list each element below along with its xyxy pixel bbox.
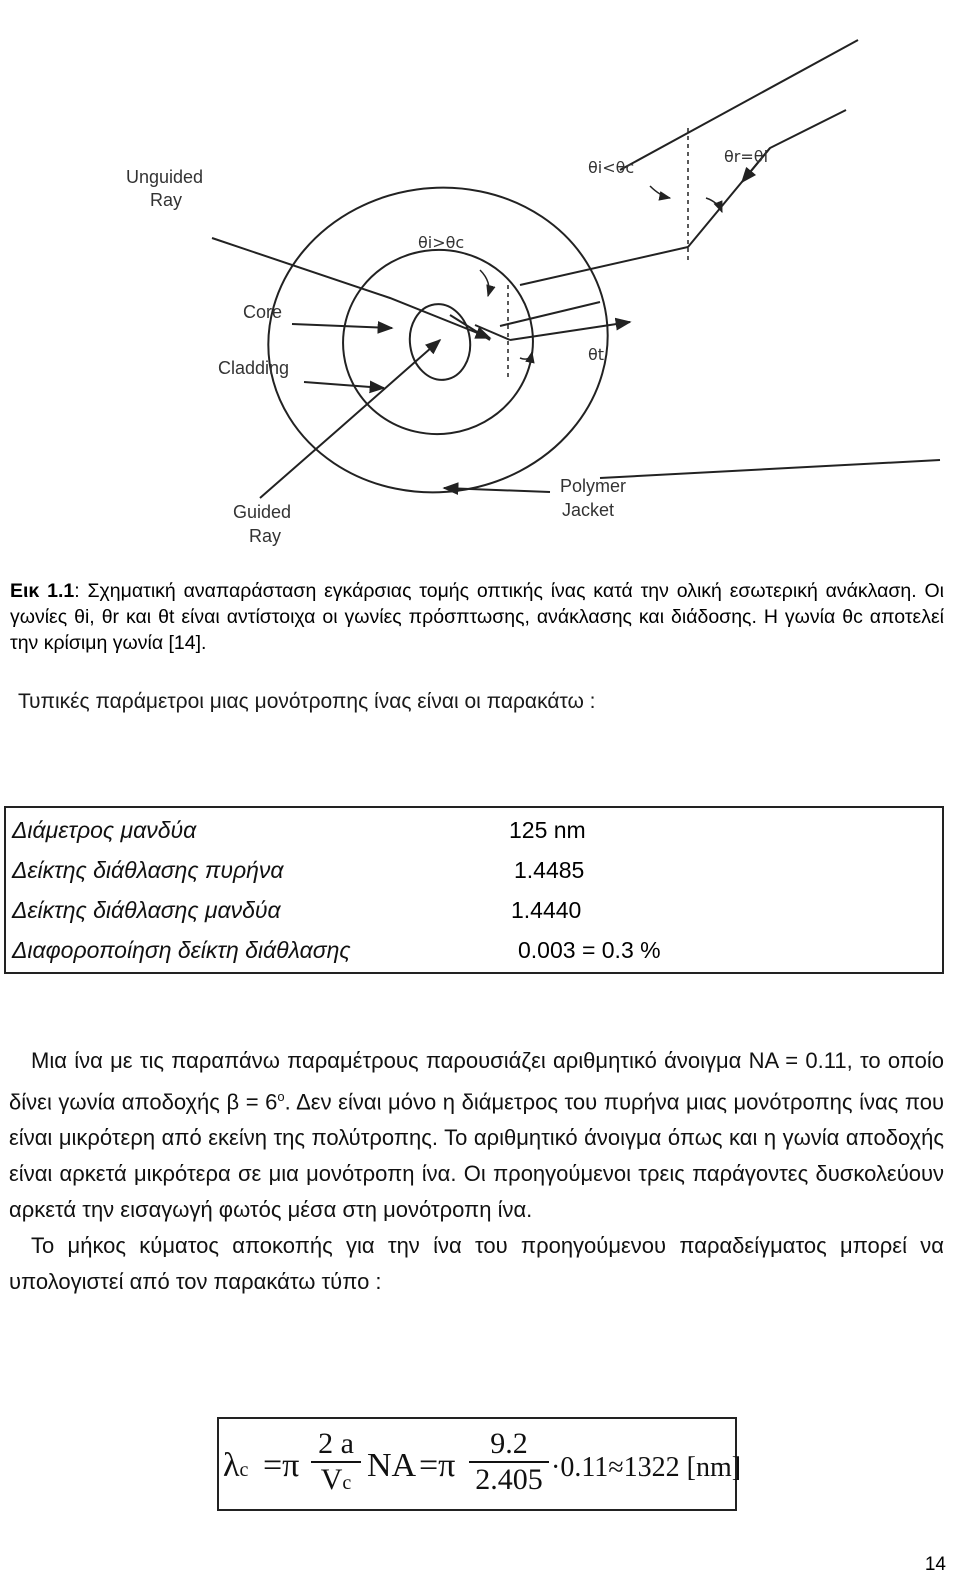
- cladding-label: Cladding: [218, 358, 290, 378]
- parameter-value: 1.4485: [514, 857, 585, 883]
- parameter-name: Διαφοροποίηση δείκτη διάθλασης: [12, 937, 351, 963]
- parameter-value: 1.4440: [511, 897, 582, 923]
- core-label: Core: [243, 302, 283, 322]
- angle-label-transmitted: θt: [588, 345, 605, 364]
- parameter-row: [6, 890, 942, 930]
- angle-label-incident-less: θi<θc: [588, 158, 635, 177]
- body-paragraph-2: Το μήκος κύματος αποκοπής για την ίνα του προηγούμενου παραδείγματος μπορεί να υπολογιστεί από τον παρακάτω τύπο :: [9, 1233, 944, 1295]
- guided-ray-label-1: Guided: [233, 502, 292, 522]
- parameter-row: [6, 850, 942, 890]
- polymer-jacket-label-2: Jacket: [562, 500, 615, 520]
- parameters-intro: Τυπικές παράμετροι μιας μονότροπης ίνας είναι οι παρακάτω :: [18, 690, 596, 713]
- guided-ray: [260, 110, 846, 498]
- angle-label-reflection: θr=θi: [724, 147, 769, 166]
- unguided-ray-label-1: Unguided: [126, 167, 204, 187]
- figure-caption: [10, 578, 944, 656]
- unguided-ray: [212, 238, 490, 340]
- parameter-row: [6, 930, 942, 970]
- fiber-cross-section-figure: [0, 0, 960, 560]
- label-arrows: [292, 324, 550, 492]
- cutoff-wavelength-formula: λc =π 2 a Vc NA =π 9.2 2.405 ·0.11≈1322 [nm]: [217, 1417, 737, 1511]
- parameter-name: Δείκτης διάθλασης μανδύα: [12, 897, 281, 923]
- unguided-ray-label-2: Ray: [150, 190, 183, 210]
- formula-fraction-1: 2 a Vc: [311, 1429, 361, 1498]
- jacket-cylinder: [249, 40, 940, 514]
- caption-label: Εικ 1.1: [10, 580, 75, 602]
- parameter-value: 125 nm: [509, 817, 586, 843]
- core-circle: [405, 300, 475, 384]
- guided-ray-label-2: Ray: [249, 526, 282, 546]
- angle-label-incident-greater: θi>θc: [418, 233, 465, 252]
- parameters-table: [4, 806, 944, 974]
- body-paragraph-1: Μια ίνα με τις παραπάνω παραμέτρους παρουσιάζει αριθμητικό άνοιγμα ΝΑ = 0.11, το οποίο δίνει γωνία αποδοχής $\beta = 6^o$. Δεν είναι μόνο η διάμετρος του πυρήνα μιας μονότροπης ίνας που είναι μικρότερη από εκείνη της πολύτροπης. Το αριθμητικό άνοιγμα όπως και η γωνία αποδοχής είναι αρκετά μικρότερα σε μια μονότροπη ίνα. Οι προηγούμενοι τρεις παράγοντες δυσκολεύουν αρκετά την εισαγωγή φωτός μέσα στη μονότροπη ίνα.: [9, 1048, 944, 1223]
- parameter-name: Διάμετρος μανδύα: [12, 817, 197, 843]
- angle-arcs: [480, 186, 722, 359]
- polymer-jacket-label-1: Polymer: [560, 476, 627, 496]
- parameter-row: [6, 810, 942, 850]
- parameter-value: 0.003 = 0.3 %: [518, 937, 661, 963]
- parameter-name: Δείκτης διάθλασης πυρήνα: [12, 857, 284, 883]
- formula-fraction-2: 9.2 2.405: [469, 1429, 549, 1495]
- caption-text: : Σχηματική αναπαράσταση εγκάρσιας τομής οπτικής ίνας κατά την ολική εσωτερική ανάκλαση. Οι γωνίες θi, θr και θt είναι αντίστοιχα οι γωνίες πρόσπτωσης, ανάκλασης και διάδοσης. Η γωνία θc αποτελεί την κρίσιμη γωνία [14].: [10, 580, 944, 654]
- body-text: [9, 1043, 944, 1300]
- page-number: 14: [924, 1554, 946, 1575]
